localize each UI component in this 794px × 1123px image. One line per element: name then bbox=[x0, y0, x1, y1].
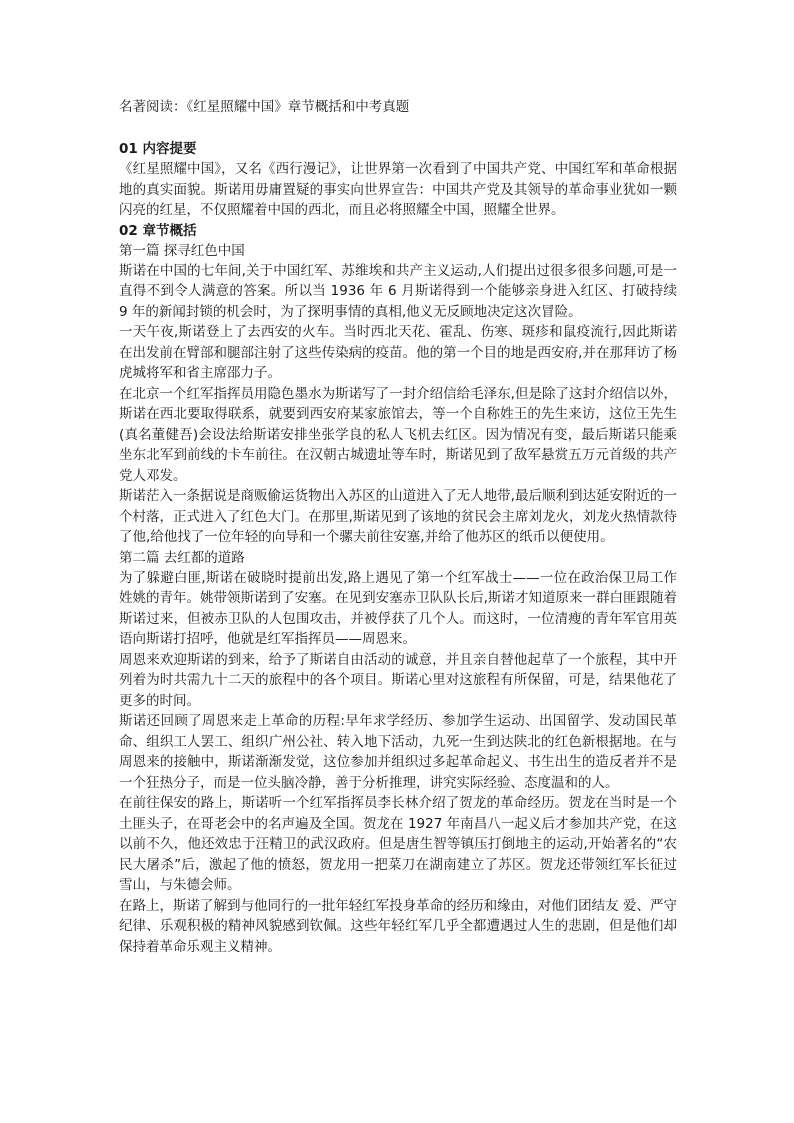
section-heading-chapters: 02 章节概括 bbox=[119, 222, 197, 239]
chapter-paragraph: 为了躲避白匪,斯诺在破晓时提前出发,路上遇见了第一个红军战士——一位在政治保卫局工作姓姚的青年。姚带领斯诺到了安塞。在见到安塞赤卫队队长后,斯诺才知道原来一群白匪跟随着斯诺过来，但被赤卫队的人包围攻击，并被俘获了几个人。而这时，一位清瘦的青年军官用英语向斯诺打招呼，他就是红军指挥员——周恩来。 bbox=[119, 569, 677, 647]
chapter-paragraph: 周恩来欢迎斯诺的到来，给予了斯诺自由活动的诚意，并且亲自替他起草了一个旅程，其中开列着为时共需九十二天的旅程中的各个项目。斯诺心里对这旅程有所保留，可是，结果他花了更多的时间。 bbox=[119, 651, 677, 709]
chapter-paragraph: 在前往保安的路上，斯诺听一个红军指挥员李长林介绍了贺龙的革命经历。贺龙在当时是一个土匪头子，在哥老会中的名声遍及全国。贺龙在 1927 年南昌八一起义后才参加共产党，在这以前不久，他还效忠于汪精卫的武汉政府。但是唐生智等镇压打倒地主的运动,开始著名的“农民大屠杀”后，激起了他的愤怒，贺龙用一把菜刀在湖南建立了苏区。贺龙还带领红军长征过雪山，与朱德会师。 bbox=[119, 795, 677, 893]
section-summary bbox=[119, 139, 677, 221]
document-page bbox=[119, 97, 677, 957]
chapter-title: 第一篇 探寻红色中国 bbox=[119, 242, 245, 259]
chapter-2 bbox=[119, 548, 677, 958]
chapter-paragraph: 在路上，斯诺了解到与他同行的一批年轻红军投身革命的经历和缘由，对他们团结友 爱、严守纪律、乐观积极的精神风貌感到钦佩。这些年轻红军几乎全都遭遇过人生的悲剧，但是他们却保持着革命乐观主义精神。 bbox=[119, 897, 677, 955]
chapter-paragraph: 斯诺在中国的七年间,关于中国红军、苏维埃和共产主义运动,人们提出过很多很多问题,可是一直得不到令人满意的答案。所以当 1936 年 6 月斯诺得到一个能够亲身进入红区、打破持续 9 年的新闻封锁的机会时，为了探明事情的真相,他义无反顾地决定这次冒险。 bbox=[119, 262, 677, 320]
summary-paragraph: 《红星照耀中国》，又名《西行漫记》，让世界第一次看到了中国共产党、中国红军和革命根据地的真实面貌。斯诺用毋庸置疑的事实向世界宣告：中国共产党及其领导的革命事业犹如一颗闪亮的红星，不仅照耀着中国的西北，而且必将照耀全中国，照耀全世界。 bbox=[119, 161, 677, 218]
document-title: 名著阅读：《红星照耀中国》章节概括和中考真题 bbox=[119, 99, 410, 115]
section-chapters bbox=[119, 221, 677, 958]
chapter-paragraph: 一天午夜,斯诺登上了去西安的火车。当时西北天花、霍乱、伤寒、斑疹和鼠疫流行,因此斯诺在出发前在臂部和腿部注射了这些传染病的疫苗。他的第一个目的地是西安府,并在那拜访了杨虎城将军和省主席邵力子。 bbox=[119, 324, 677, 381]
chapter-paragraph: 斯诺茫入一条据说是商贩偷运货物出入苏区的山道进入了无人地带,最后顺利到达延安附近的一个村落，正式进入了红色大门。在那里,斯诺见到了该地的贫民会主席刘龙火，刘龙火热情款待了他,给他找了一位年轻的向导和一个骡夫前往安塞,并给了他苏区的纸币以便使用。 bbox=[119, 488, 677, 545]
section-heading-summary: 01 内容提要 bbox=[119, 141, 197, 157]
chapter-1 bbox=[119, 241, 677, 548]
chapter-title: 第二篇 去红都的道路 bbox=[119, 549, 245, 566]
chapter-paragraph: 斯诺还回顾了周恩来走上革命的历程:早年求学经历、参加学生运动、出国留学、发动国民革命、组织工人罢工、组织广州公社、转入地下活动，九死一生到达陕北的红色新根据地。在与周恩来的接触中，斯诺渐渐发觉，这位参加并组织过多起革命起义、书生出生的造反者并不是一个狂热分子，而是一位头脑冷静，善于分析推理，讲究实际经验、态度温和的人。 bbox=[119, 713, 677, 791]
chapter-paragraph: 在北京一个红军指挥员用隐色墨水为斯诺写了一封介绍信给毛泽东,但是除了这封介绍信以外，斯诺在西北要取得联系，就要到西安府某家旅馆去，等一个自称姓王的先生来访，这位王先生(真名董健吾)会设法给斯诺安排坐张学良的私人飞机去红区。因为情况有变，最后斯诺只能乘坐东北军到前线的卡车前往。在汉朝古城遗址等车时，斯诺见到了敌军悬赏五万元首级的共产党人邓发。 bbox=[119, 385, 677, 484]
